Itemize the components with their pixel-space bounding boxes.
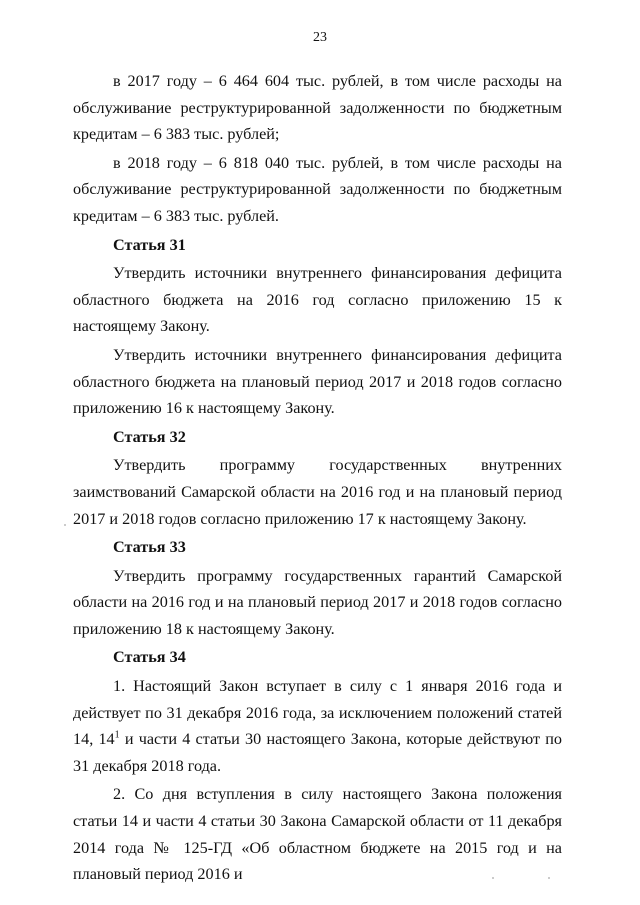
article-31-heading: Статья 31 — [113, 235, 186, 254]
article-34-paragraph-2: 2. Со дня вступления в силу настоящего Закона положения статьи 14 и части 4 статьи 30 Закона Самарской области от 11 декабря 2014 года № 125-ГД «Об областном бюджете на 2015 год и на плановый период 2016 и — [73, 785, 562, 884]
paragraph-budget-2017: в 2017 году – 6 464 604 тыс. рублей, в том числе расходы на обслуживание реструктурированной задолженности по бюджетным кредитам – 6 383 тыс. рублей; — [73, 72, 562, 144]
page-number: 23 — [313, 30, 327, 45]
article-34-paragraph-1-text-end: и части 4 статьи 30 настоящего Закона, которые действуют по 31 декабря 2018 года. — [73, 730, 562, 775]
scan-speck — [548, 877, 550, 879]
article-34-paragraph-1-text: 1. Настоящий Закон вступает в силу с 1 января 2016 года и действует по 31 декабря 2016 года, за исключением положений статей 14, 14 — [73, 677, 562, 749]
article-31-paragraph-1: Утвердить источники внутреннего финансирования дефицита областного бюджета на 2016 год согласно приложению 15 к настоящему Закону. — [73, 264, 562, 336]
scan-speck — [492, 877, 494, 879]
article-33-paragraph: Утвердить программу государственных гарантий Самарской области на 2016 год и на плановый период 2017 и 2018 годов согласно приложению 18 к настоящему Закону. — [73, 566, 562, 638]
paragraph-budget-2018: в 2018 году – 6 818 040 тыс. рублей, в том числе расходы на обслуживание реструктурированной задолженности по бюджетным кредитам – 6 383 тыс. рублей. — [73, 153, 562, 225]
superscript-index: 1 — [114, 729, 120, 741]
article-32-paragraph: Утвердить программу государственных внутренних заимствований Самарской области на 2016 год и на плановый период 2017 и 2018 годов согласно приложению 17 к настоящему Закону. — [73, 456, 562, 528]
article-34-paragraph-1 — [73, 673, 562, 779]
article-34-heading: Статья 34 — [113, 648, 186, 667]
article-32-heading: Статья 32 — [113, 427, 186, 446]
article-33-heading: Статья 33 — [113, 538, 186, 557]
scan-speck — [64, 524, 66, 526]
article-31-paragraph-2: Утвердить источники внутреннего финансирования дефицита областного бюджета на плановый период 2017 и 2018 годов согласно приложению 16 к настоящему Закону. — [73, 345, 562, 418]
document-body — [73, 68, 562, 890]
